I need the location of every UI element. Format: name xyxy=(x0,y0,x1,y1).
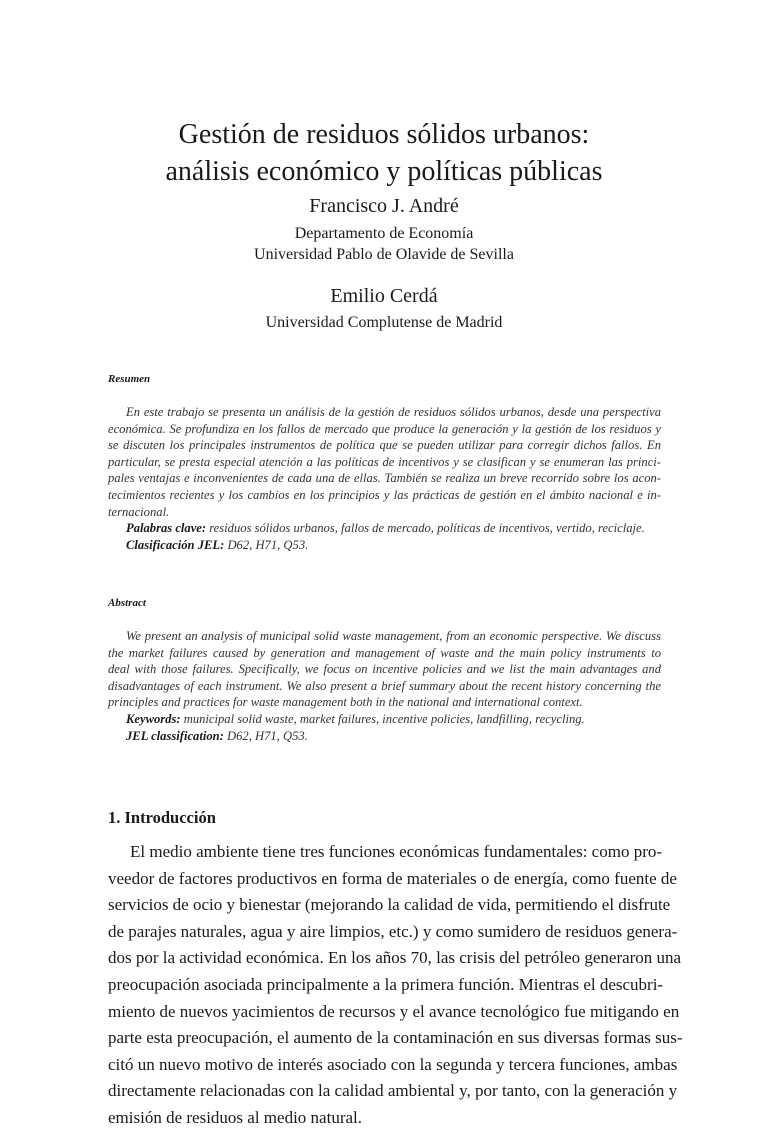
text-line: veedor de factores productivos en forma de materiales o de energía, como fuente de xyxy=(108,868,677,888)
author-affiliation xyxy=(0,312,768,333)
resumen-text xyxy=(108,404,661,553)
title-line: Gestión de residuos sólidos urbanos: xyxy=(178,119,590,150)
text-line: disadvantages of each instrument. We also present a brief summary about the recent history concerning the xyxy=(108,678,661,693)
jel-codes: D62, H71, Q53. xyxy=(227,537,309,552)
keywords-label: Keywords: xyxy=(126,711,181,726)
author-name: Emilio Cerdá xyxy=(330,285,438,307)
text-line: particular, se presta especial atención a las políticas de incentivos y se clasifican y se enumeran las princi- xyxy=(108,454,661,469)
text-line: We present an analysis of municipal solid waste management, from an economic perspective. We discuss xyxy=(126,629,661,643)
author-affiliation xyxy=(0,223,768,265)
resumen-lines xyxy=(108,404,661,520)
title-line: análisis económico y políticas públicas xyxy=(165,156,603,187)
abstract-heading: Abstract xyxy=(108,597,146,609)
jel-codes: D62, H71, Q53. xyxy=(227,728,308,743)
resumen-jel xyxy=(108,537,661,554)
text-line: El medio ambiente tiene tres funciones económicas fundamentales: como pro- xyxy=(130,842,663,861)
text-line: pales ventajas e inconvenientes de cada una de ellas. También se realiza un breve recorrido sobre los acon- xyxy=(108,471,661,486)
resumen-heading: Resumen xyxy=(108,373,151,385)
abstract-keywords xyxy=(108,711,661,728)
text-line: miento de nuevos yacimientos de recursos y el avance tecnológico fue mitigando en xyxy=(108,1001,680,1021)
text-line: parte esta preocupación, el aumento de la contaminación en sus diversas formas sus- xyxy=(108,1028,683,1048)
jel-label: JEL classification: xyxy=(126,728,224,743)
text-line: servicios de ocio y bienestar (mejorando la calidad de vida, permitiendo el disfrute xyxy=(108,895,671,915)
abstract-text xyxy=(108,628,661,744)
text-line: preocupación asociada principalmente a la primera función. Mientras el descubri- xyxy=(108,974,664,994)
text-line: principles and practices for waste management both in the national and international context. xyxy=(108,695,583,710)
text-line: En este trabajo se presenta un análisis de la gestión de residuos sólidos urbanos, desde una perspectiva xyxy=(126,405,661,419)
text-line: de parajes naturales, agua y aire limpios, etc.) y como sumidero de residuos genera- xyxy=(108,921,678,941)
text-line: deal with those failures. Specifically, we focus on incentive policies and we list the main advantages and xyxy=(108,662,661,677)
affiliation-line: Departamento de Economía xyxy=(294,225,474,242)
affiliation-line: Universidad Pablo de Olavide de Sevilla xyxy=(254,246,514,263)
paper-title xyxy=(0,116,768,190)
affiliation-line: Universidad Complutense de Madrid xyxy=(265,314,503,331)
body-lines xyxy=(108,839,683,1132)
keywords: residuos sólidos urbanos, fallos de mercado, políticas de incentivos, vertido, reciclaje. xyxy=(209,521,645,536)
abstract-lines xyxy=(108,628,661,711)
text-line: dos por la actividad económica. En los años 70, las crisis del petróleo generaron una xyxy=(108,948,682,968)
resumen-keywords xyxy=(108,520,661,537)
text-line: emisión de residuos al medio natural. xyxy=(108,1107,362,1127)
text-line: directamente relacionadas con la calidad ambiental y, por tanto, con la generación y xyxy=(108,1081,678,1101)
text-line: tecimientos recientes y los cambios en los principios y las prácticas de gestión en el ámbito nacional e in- xyxy=(108,487,661,502)
text-line: ternacional. xyxy=(108,504,170,519)
section-body xyxy=(108,839,683,1132)
abstract-jel xyxy=(108,728,661,745)
keywords: municipal solid waste, market failures, incentive policies, landfilling, recycling. xyxy=(183,711,585,726)
section-heading: 1. Introducción xyxy=(108,808,216,827)
jel-label: Clasificación JEL: xyxy=(126,537,225,552)
author-name: Francisco J. André xyxy=(309,195,459,217)
keywords-label: Palabras clave: xyxy=(126,521,207,536)
text-line: se discuten los principales instrumentos de política que se pueden utilizar para corregir dichos fallos. En xyxy=(108,438,661,453)
text-line: económica. Se profundiza en los fallos de mercado que produce la generación y la gestión de los residuos y xyxy=(108,421,661,436)
text-line: citó un nuevo motivo de interés asociado con la segunda y tercera funciones, ambas xyxy=(108,1054,678,1074)
text-line: the market failures caused by generation and management of waste and the main policy instruments to xyxy=(108,645,661,660)
